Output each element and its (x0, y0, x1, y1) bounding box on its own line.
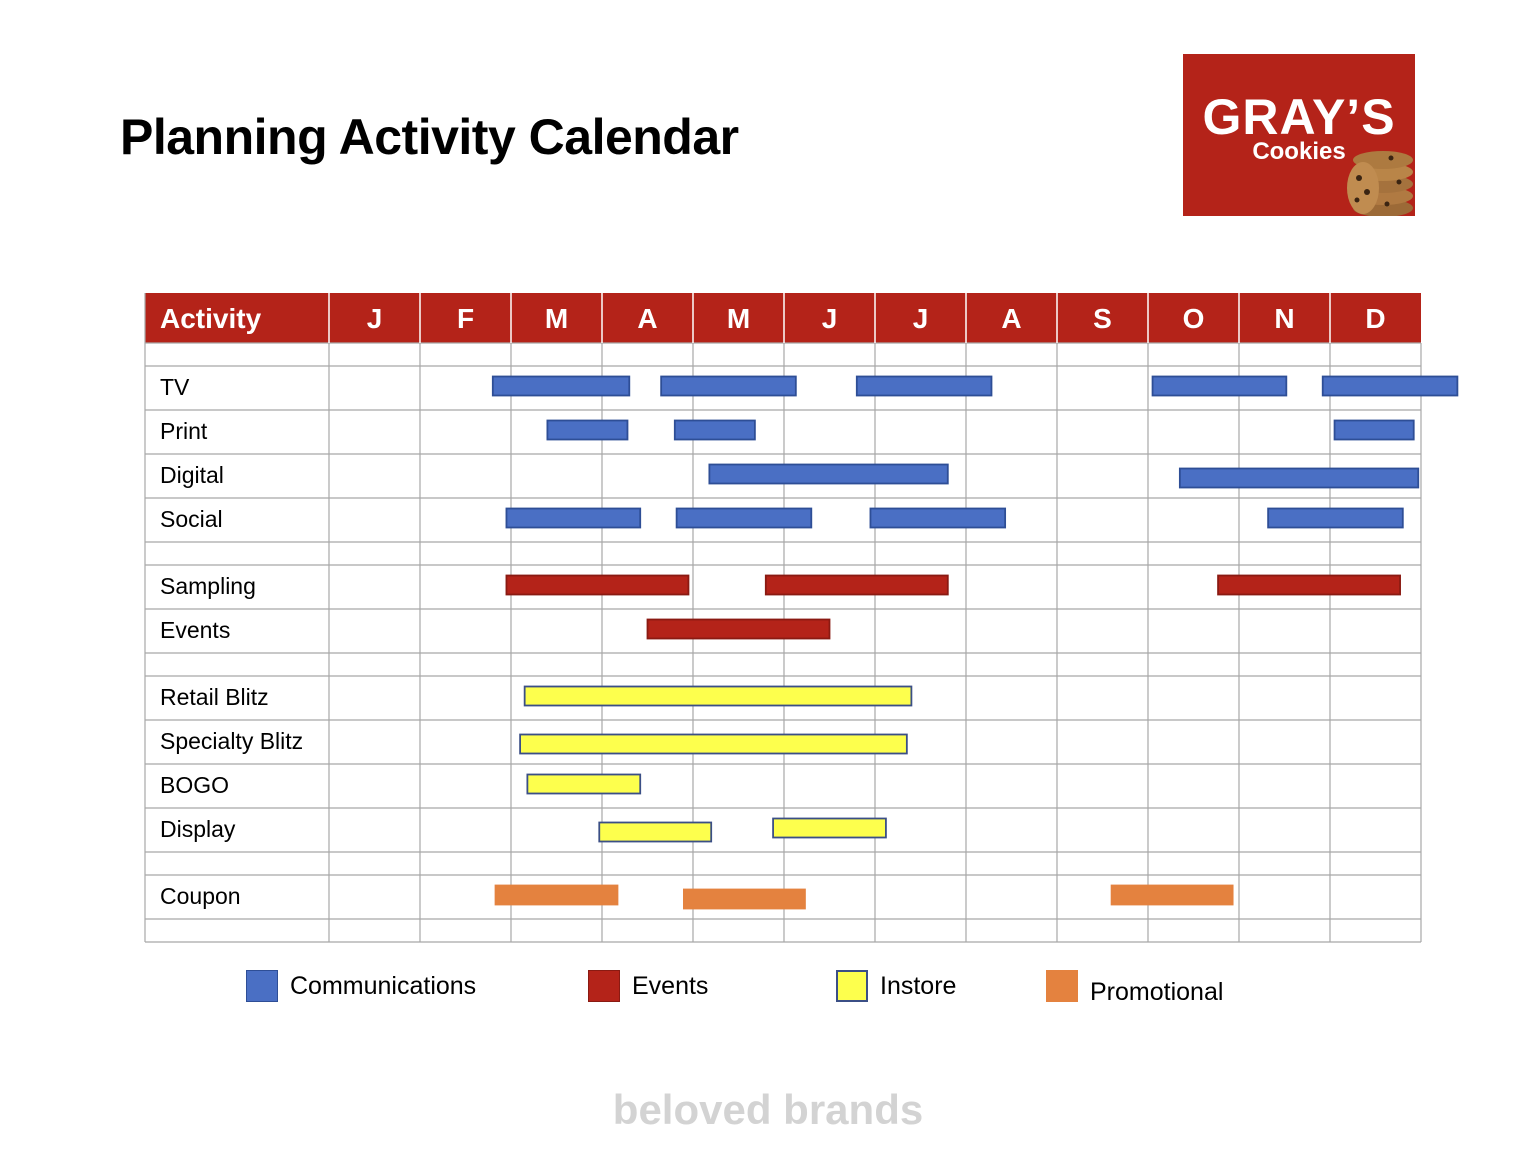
bar-specialty-blitz-1 (520, 735, 907, 754)
month-label-8: A (1001, 303, 1022, 334)
legend-label-events: Events (632, 972, 709, 1000)
watermark: beloved brands (612, 1086, 924, 1133)
row-label-social: Social (160, 506, 223, 532)
row-label-retail-blitz: Retail Blitz (160, 684, 269, 710)
bar-tv-5 (1323, 377, 1458, 396)
bar-coupon-1 (496, 886, 618, 905)
row-label-coupon: Coupon (160, 883, 241, 909)
row-label-display: Display (160, 816, 236, 842)
row-label-sampling: Sampling (160, 573, 256, 599)
legend-label-communications: Communications (290, 972, 477, 1000)
bar-digital-1 (709, 465, 947, 484)
bar-social-3 (870, 509, 1005, 528)
page-title: Planning Activity Calendar (120, 109, 739, 165)
month-label-2: F (456, 303, 475, 334)
month-label-4: A (637, 303, 658, 334)
legend-swatch-communications (246, 970, 278, 1002)
logo-subtitle: Cookies (1252, 138, 1346, 165)
bar-coupon-3 (1112, 886, 1233, 905)
legend-swatch-promotional (1046, 970, 1078, 1002)
row-label-print: Print (160, 418, 208, 444)
bar-sampling-2 (766, 576, 948, 595)
month-label-7: J (912, 303, 929, 334)
month-label-12: D (1365, 303, 1386, 334)
bar-social-2 (677, 509, 812, 528)
month-label-9: S (1093, 303, 1112, 334)
bar-print-2 (675, 421, 755, 440)
header-activity-label: Activity (160, 303, 262, 334)
bar-sampling-1 (506, 576, 688, 595)
row-label-events: Events (160, 617, 231, 643)
month-label-10: O (1182, 303, 1205, 334)
bar-bogo-1 (527, 775, 640, 794)
month-label-11: N (1274, 303, 1295, 334)
bar-print-1 (547, 421, 627, 440)
logo-name: GRAY’S (1202, 89, 1396, 145)
bar-events-1 (648, 620, 830, 639)
bar-retail-blitz-1 (525, 687, 912, 706)
legend-swatch-instore (836, 970, 868, 1002)
legend-swatch-events (588, 970, 620, 1002)
bar-print-3 (1335, 421, 1414, 440)
header-background (145, 293, 1421, 343)
bar-tv-2 (661, 377, 796, 396)
month-label-5: M (726, 303, 751, 334)
legend-label-promotional: Promotional (1090, 978, 1224, 1006)
bar-social-1 (506, 509, 640, 528)
bar-coupon-2 (684, 890, 805, 909)
month-label-3: M (544, 303, 569, 334)
row-label-specialty-blitz: Specialty Blitz (160, 728, 304, 754)
month-label-1: J (366, 303, 383, 334)
row-label-digital: Digital (160, 462, 224, 488)
bar-sampling-3 (1218, 576, 1400, 595)
bar-tv-3 (857, 377, 992, 396)
legend-label-instore: Instore (880, 972, 957, 1000)
bar-display-2 (773, 819, 886, 838)
bar-tv-4 (1153, 377, 1287, 396)
bar-tv-1 (493, 377, 630, 396)
month-label-6: J (821, 303, 838, 334)
bar-digital-2 (1180, 469, 1418, 488)
bar-social-4 (1268, 509, 1403, 528)
row-label-tv: TV (160, 374, 190, 400)
row-label-bogo: BOGO (160, 772, 230, 798)
bar-display-1 (599, 823, 711, 842)
